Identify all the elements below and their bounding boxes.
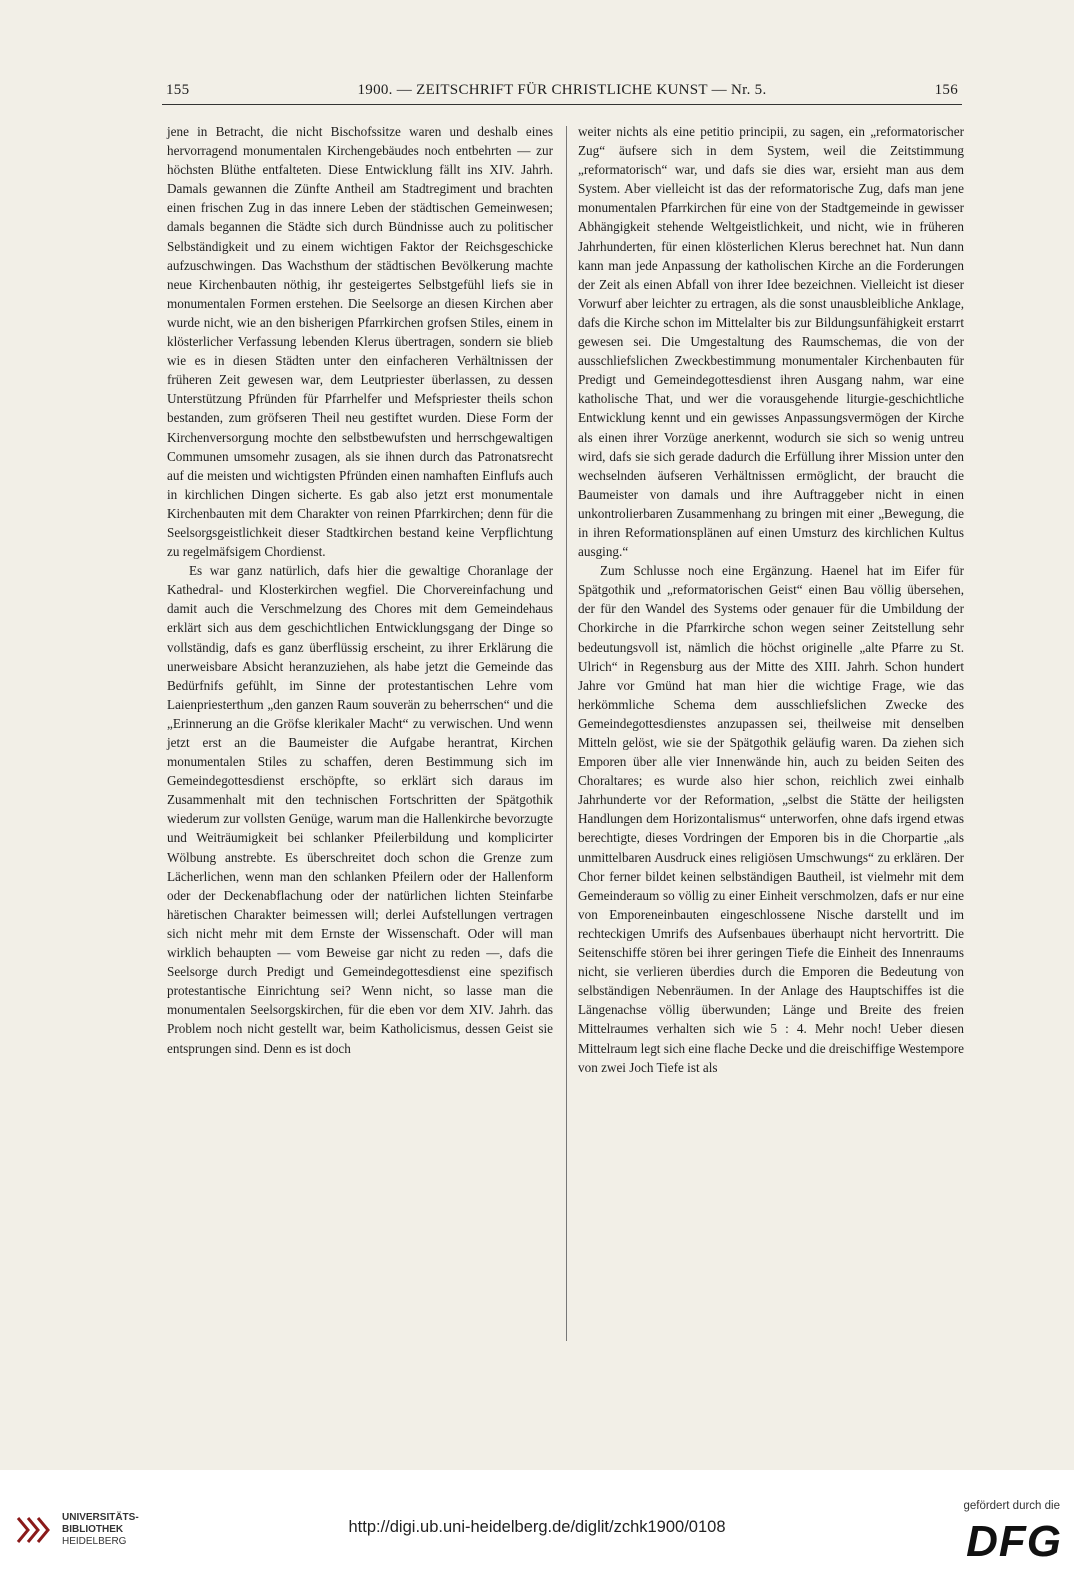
journal-title: 1900. — ZEITSCHRIFT FÜR CHRISTLICHE KUNST — Nr. 5. <box>357 82 767 98</box>
paragraph: Es war ganz natürlich, dafs hier die gewaltige Choranlage der Kathedral- und Klosterkirchen wegfiel. Die Chorvereinfachung und damit auch die Verschmelzung des Chores mit dem Gemeindehaus erklärt sich aus dem geschichtlichen Entwicklungsgang der Dinge so vollständig, dafs es ganz überflüssig erscheint, zu ihrer Erklärung die unerweisbare Absicht heranzuziehen, als habe jetzt die Gemeinde das Bedürfnifs gefühlt, im Sinne der protestantischen Lehre vom Laienpriesterthum „den ganzen Raum souverän zu beherrschen“ und die „Erinnerung an die Gröfse klerikaler Macht“ zu verwischen. Und wenn jetzt erst an die Baumeister die Aufgabe herantrat, Kirchen monumentalen Stiles zu schaffen, deren Bestimmung sich im Gemeindegottesdienst erschöpfte, so erklärt sich daraus im Zusammenhalt mit den technischen Fortschritten der Spätgothik wiederum zur vollsten Genüge, warum man die Hallenkirche bevorzugte und Weiträumigkeit bei schlanker Pfeilerbildung und komplicirter Wölbung anstrebte. Es überschreitet doch schon die Grenze zum Lächerlichen, wenn man den schlanken Pfeilern oder der Hallenform oder der Deckenabflachung oder der natürlichen lichten Steinfarbe häretischen Charakter beimessen will; derlei Aufstellungen vertragen sich nicht mehr mit dem Ernste der Wissenschaft. Oder will man wirklich behaupten — vom Beweise gar nicht zu reden —, dafs die Seelsorge durch Predigt und Gemeindegottesdienst eine spezifisch protestantische Einrichtung sei? Wenn nicht, so lasse man die monumentalen Seelsorgskirchen, für die eben vor dem XIV. Jahrh. das Problem noch nicht gestellt war, beim Katholicismus, dessen Geist sie entsprungen sind. Denn es ist doch <box>167 563 553 1056</box>
header-rule <box>162 104 962 105</box>
dfg-logo: DFG <box>966 1517 1062 1566</box>
page-number-right: 156 <box>934 82 958 98</box>
running-header <box>162 78 962 102</box>
funding-label: gefördert durch die <box>963 1500 1060 1512</box>
digitization-footer <box>0 1470 1074 1586</box>
text-column-right <box>578 122 964 1077</box>
paragraph: weiter nichts als eine petitio principii, zu sagen, ein „reformatorischer Zug“ äufsere sich in dem System, weil die Zeitstimmung „reformatorisch“ war, und dafs sie dies war, ersieht man aus dem System. Aber vielleicht ist das der reformatorische Zug, dafs man jene monumentalen Pfarrkirchen für eine von der Stadtgemeinde in gewisser Abhängigkeit stehende Weltgeistlichkeit, und nicht, wie in früheren Jahrhunderten, für einen klösterlichen Klerus berechnet hat. Nun dann kann man jede Anpassung der katholischen Kirche an die Forderungen der Zeit als einen Abfall von ihrer Idee bezeichnen. Vielleicht ist dieser Vorwurf aber leichter zu ertragen, als die sonst unausbleibliche Anklage, dafs die Kirche schon im Mittelalter bis zur Bildungsunfähigkeit erstarrt gewesen sei. Die Umgestaltung des Raumschemas, die von der ausschliefslichen Zweckbestimmung monumentaler Kirchenbauten für Predigt und Gemeindegottesdienst ihren Ausgang nahm, war eine katholische That, und wer die vorausgehende liturgie-geschichtliche Entwicklung kennt und ein gewisses Anpassungsvermögen der Kirche als einen ihrer Vorzüge anerkennt, wodurch sie sich so wenig untreu wird, dafs sie sich gerade dadurch die Erfüllung ihrer Mission unter den wechselnden äufseren Verhältnissen ermöglicht, der braucht die Baumeister von damals und ihre Auftraggeber nicht in einen unkontrolierbaren Zusammenhang zu bringen mit einer „Bewegung, die in ihren Reformationsplänen auf einen Umsturz des kirchlichen Kultus ausging.“ <box>578 124 964 560</box>
column-divider <box>566 126 567 1341</box>
page-number-left: 155 <box>166 82 190 98</box>
permalink-url[interactable]: http://digi.ub.uni-heidelberg.de/diglit/zchk1900/0108 <box>348 1518 726 1536</box>
paragraph: jene in Betracht, die nicht Bischofssitze waren und deshalb eines hervorragend monumentalen Kirchengebäudes noch entbehrten — zur höchsten Blüthe entfalteten. Diese Entwicklung fällt ins XIV. Jahrh. Damals gewannen die Zünfte Antheil am Stadtregiment und brachten einen frischen Zug in das innere Leben der städtischen Gemeinwesen; damals begannen die Städte sich durch Bündnisse auch zu politischer Selbständigkeit und zu einem wichtigen Faktor der Reichsgeschicke aufzuschwingen. Das Wachsthum der städtischen Bevölkerung machte neue Kirchenbauten nöthig, ihr gesteigertes Selbstgefühl liefs sie in monumentalen Formen erstehen. Die Seelsorge an diesen Kirchen aber wurde nicht, wie an den bisherigen Pfarrkirchen grofsen Stiles, einem in klösterlicher Verfassung lebenden Klerus übertragen, sondern sie blieb wie es in diesen Städten unter den einfacheren Verhältnissen der früheren Zeit gewesen war, dem Leutpriester überlassen, zu dessen Unterstützung Pfründen für Pfarrhelfer und Mefspriester theils schon bestanden, zum gröfseren Theil neu gestiftet wurden. Diese Form der Kirchenversorgung mochte den selbstbewufsten und herrschgewaltigen Communen umsomehr zusagen, als sie ihnen durch das Patronatsrecht auf die meisten und wichtigsten Pfründen einen namhaften Einflufs auch in kirchlichen Dingen sicherte. Es gab also jetzt erst monumentale Kirchenbauten mit dem Charakter von reinen Pfarrkirchen; denn für die Seelsorgsgeistlichkeit dieser Stadtkirchen bestand keine Verpflichtung zu regelmäfsigem Chordienst. <box>167 124 553 560</box>
paragraph: Zum Schlusse noch eine Ergänzung. Haenel hat im Eifer für Spätgothik und „reformatorischen Geist“ einen Bau völlig übersehen, der für den Wandel des Systems oder genauer für die Umbildung der Chorkirche in die Pfarrkirche schon wegen seiner Zeitstellung sehr bedeutungsvoll ist, nämlich die höchst originelle „alte Pfarre zu St. Ulrich“ in Regensburg aus der Mitte des XIII. Jahrh. Schon hundert Jahre vor Gmünd hat man hier die wichtige Frage, wie das herkömmliche Schema dem ausschliefslichen Zwecke des Gemeindegottesdienstes anzupassen sei, theilweise mit denselben Mitteln gelöst, wie sie der Spätgothik geläufig waren. Da ziehen sich Emporen über alle vier Innenwände hin, auch zu beiden Seiten des Choraltares; es wurde also hier schon, reichlich zwei einhalb Jahrhunderte vor der Reformation, „selbst die Stätte der heiligsten Handlungen dem Horizontalismus“ unterworfen, ohne dafs irgend etwas berechtigte, dieses Vordringen der Emporen bis in die Chorpartie „als unmittelbaren Ausdruck eines religiösen Umschwungs“ zu erklären. Der Chor ferner bildet keinen selbständigen Bautheil, ist vielmehr mit dem Gemeinderaum so völlig zu einer Einheit verschmolzen, dafs er nur eine von Emporeneinbauten eingeschlossene Nische darstellt und im rechteckigen Umrifs des Aufsenbaues überhaupt nicht hervortritt. Die Seitenschiffe stören bei ihrer geringen Tiefe die Einheit des Innenraums nicht, sie verlieren überdies durch die Emporen die Bedeutung von selbständigen Nebenräumen. In der Anlage des Hauptschiffes ist die Längenachse völlig überwunden; Länge und Breite des freien Mittelraumes verhalten sich wie 5 : 4. Mehr noch! Ueber diesen Mittelraum legt sich eine flache Decke und die dreischiffige Westempore von zwei Joch Tiefe ist als <box>578 563 964 1075</box>
text-column-left <box>167 122 553 1058</box>
library-name: UNIVERSITÄTS- BIBLIOTHEK HEIDELBERG <box>62 1512 139 1547</box>
